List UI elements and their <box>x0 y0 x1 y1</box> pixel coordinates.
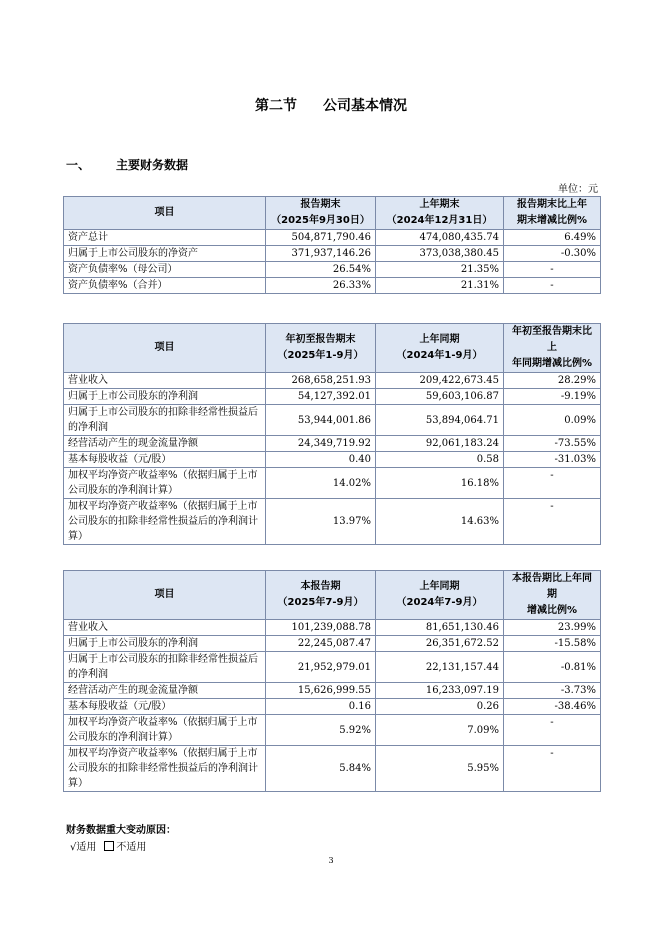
value-cell: 101,239,088.78 <box>266 620 376 636</box>
value-cell: 0.40 <box>266 452 376 468</box>
section-number: 第二节 <box>255 98 297 114</box>
section-title <box>0 95 662 115</box>
row-label: 归属于上市公司股东的净资产 <box>64 246 266 262</box>
table-row <box>64 389 601 405</box>
change-cell: - <box>504 468 601 499</box>
value-cell: 92,061,183.24 <box>376 436 504 452</box>
value-cell: 16,233,097.19 <box>376 683 504 699</box>
column-header <box>64 571 266 620</box>
change-cell: -15.58% <box>504 636 601 652</box>
change-cell: -0.81% <box>504 652 601 683</box>
table-row <box>64 636 601 652</box>
column-header-line: 年初至报告期末 <box>285 334 356 345</box>
column-header-line: 上年同期 <box>419 581 460 592</box>
unit-label: 单位：元 <box>558 184 598 195</box>
value-cell: 26.54% <box>266 262 376 278</box>
value-cell: 0.58 <box>376 452 504 468</box>
table-row <box>64 262 601 278</box>
changes-title: 财务数据重大变动原因： <box>66 825 176 836</box>
column-header <box>266 197 376 230</box>
value-cell: 7.09% <box>376 715 504 746</box>
value-cell: 14.02% <box>266 468 376 499</box>
change-cell: - <box>504 499 601 545</box>
table-row <box>64 373 601 389</box>
table-row <box>64 746 601 792</box>
value-cell: 373,038,380.45 <box>376 246 504 262</box>
value-cell: 15,626,999.55 <box>266 683 376 699</box>
value-cell: 16.18% <box>376 468 504 499</box>
column-header <box>376 324 504 373</box>
column-header-line: 本报告期比上年同期 <box>512 573 592 600</box>
column-header <box>64 197 266 230</box>
row-label: 基本每股收益（元/股） <box>64 452 266 468</box>
table-row <box>64 278 601 294</box>
column-header-line: 项目 <box>154 589 175 600</box>
value-cell: 26.33% <box>266 278 376 294</box>
value-cell: 5.84% <box>266 746 376 792</box>
row-label: 加权平均净资产收益率%（依据归属于上市公司股东的净利润计算） <box>64 468 266 499</box>
row-label: 营业收入 <box>64 620 266 636</box>
value-cell: 21,952,979.01 <box>266 652 376 683</box>
column-header-line: （2025年7-9月） <box>277 597 364 608</box>
value-cell: 21.35% <box>376 262 504 278</box>
change-cell: 23.99% <box>504 620 601 636</box>
row-label: 经营活动产生的现金流量净额 <box>64 683 266 699</box>
subsection-heading <box>66 156 188 173</box>
value-cell: 21.31% <box>376 278 504 294</box>
table-row <box>64 699 601 715</box>
value-cell: 13.97% <box>266 499 376 545</box>
applicability-options <box>70 838 146 853</box>
column-header <box>504 324 601 373</box>
value-cell: 81,651,130.46 <box>376 620 504 636</box>
change-cell: - <box>504 278 601 294</box>
column-header <box>266 324 376 373</box>
value-cell: 0.16 <box>266 699 376 715</box>
column-header <box>266 571 376 620</box>
row-label: 基本每股收益（元/股） <box>64 699 266 715</box>
value-cell: 268,658,251.93 <box>266 373 376 389</box>
column-header <box>376 571 504 620</box>
value-cell: 59,603,106.87 <box>376 389 504 405</box>
change-cell: - <box>504 715 601 746</box>
row-label: 加权平均净资产收益率%（依据归属于上市公司股东的扣除非经常性损益后的净利润计算） <box>64 746 266 792</box>
change-cell: -9.19% <box>504 389 601 405</box>
ytd-income-table <box>63 323 601 545</box>
table-header-row <box>64 324 601 373</box>
column-header-line: （2025年1-9月） <box>277 350 364 361</box>
column-header-line: 上年同期 <box>419 334 460 345</box>
value-cell: 54,127,392.01 <box>266 389 376 405</box>
column-header-line: （2024年7-9月） <box>396 597 483 608</box>
value-cell: 22,245,087.47 <box>266 636 376 652</box>
value-cell: 371,937,146.26 <box>266 246 376 262</box>
column-header-line: （2025年9月30日） <box>271 215 370 226</box>
column-header-line: 增减比例% <box>526 605 578 616</box>
column-header-line: 报告期末 <box>300 199 341 210</box>
checkmark-icon: √ <box>70 842 77 853</box>
change-cell: -3.73% <box>504 683 601 699</box>
row-label: 资产总计 <box>64 230 266 246</box>
table-row <box>64 468 601 499</box>
column-header-line: 上年期末 <box>419 199 460 210</box>
page-number: 3 <box>328 856 334 865</box>
table-row <box>64 230 601 246</box>
column-header <box>376 197 504 230</box>
quarter-income-table <box>63 570 601 792</box>
column-header-line: 年同期增减比例% <box>511 358 593 369</box>
subsection-number: 一、 <box>66 158 91 172</box>
column-header-line: 本报告期 <box>300 581 341 592</box>
change-cell: -38.46% <box>504 699 601 715</box>
value-cell: 209,422,673.45 <box>376 373 504 389</box>
value-cell: 24,349,719.92 <box>266 436 376 452</box>
column-header-line: 年初至报告期末比上 <box>512 326 592 353</box>
column-header-line: 期末增减比例% <box>516 215 588 226</box>
section-name: 公司基本情况 <box>323 98 407 114</box>
row-label: 加权平均净资产收益率%（依据归属于上市公司股东的净利润计算） <box>64 715 266 746</box>
row-label: 归属于上市公司股东的净利润 <box>64 636 266 652</box>
checkbox-icon <box>104 841 114 851</box>
change-cell: 28.29% <box>504 373 601 389</box>
applicable-label: 适用 <box>76 842 97 853</box>
value-cell: 53,894,064.71 <box>376 405 504 436</box>
table-header-row <box>64 571 601 620</box>
column-header <box>504 571 601 620</box>
row-label: 资产负债率%（母公司） <box>64 262 266 278</box>
row-label: 归属于上市公司股东的扣除非经常性损益后的净利润 <box>64 652 266 683</box>
change-cell: - <box>504 262 601 278</box>
table-row <box>64 652 601 683</box>
value-cell: 22,131,157.44 <box>376 652 504 683</box>
change-cell: -73.55% <box>504 436 601 452</box>
column-header-line: 项目 <box>154 207 175 218</box>
row-label: 归属于上市公司股东的净利润 <box>64 389 266 405</box>
column-header-line: 项目 <box>154 342 175 353</box>
change-cell: 0.09% <box>504 405 601 436</box>
row-label: 资产负债率%（合并） <box>64 278 266 294</box>
row-label: 归属于上市公司股东的扣除非经常性损益后的净利润 <box>64 405 266 436</box>
row-label: 经营活动产生的现金流量净额 <box>64 436 266 452</box>
table-row <box>64 683 601 699</box>
value-cell: 0.26 <box>376 699 504 715</box>
row-label: 加权平均净资产收益率%（依据归属于上市公司股东的扣除非经常性损益后的净利润计算） <box>64 499 266 545</box>
value-cell: 504,871,790.46 <box>266 230 376 246</box>
column-header <box>64 324 266 373</box>
column-header <box>504 197 601 230</box>
value-cell: 5.92% <box>266 715 376 746</box>
table-row <box>64 405 601 436</box>
table-row <box>64 246 601 262</box>
table-row <box>64 715 601 746</box>
column-header-line: 报告期末比上年 <box>517 199 587 210</box>
value-cell: 26,351,672.52 <box>376 636 504 652</box>
value-cell: 14.63% <box>376 499 504 545</box>
row-label: 营业收入 <box>64 373 266 389</box>
change-cell: 6.49% <box>504 230 601 246</box>
change-cell: -31.03% <box>504 452 601 468</box>
change-cell: - <box>504 746 601 792</box>
change-cell: -0.30% <box>504 246 601 262</box>
value-cell: 474,080,435.74 <box>376 230 504 246</box>
subsection-title: 主要财务数据 <box>116 158 189 172</box>
value-cell: 5.95% <box>376 746 504 792</box>
table-row <box>64 452 601 468</box>
value-cell: 53,944,001.86 <box>266 405 376 436</box>
not-applicable-label: 不适用 <box>116 842 147 853</box>
table-row <box>64 620 601 636</box>
balance-sheet-table <box>63 196 601 294</box>
table-row <box>64 499 601 545</box>
table-row <box>64 436 601 452</box>
column-header-line: （2024年1-9月） <box>396 350 483 361</box>
table-header-row <box>64 197 601 230</box>
column-header-line: （2024年12月31日） <box>386 215 493 226</box>
